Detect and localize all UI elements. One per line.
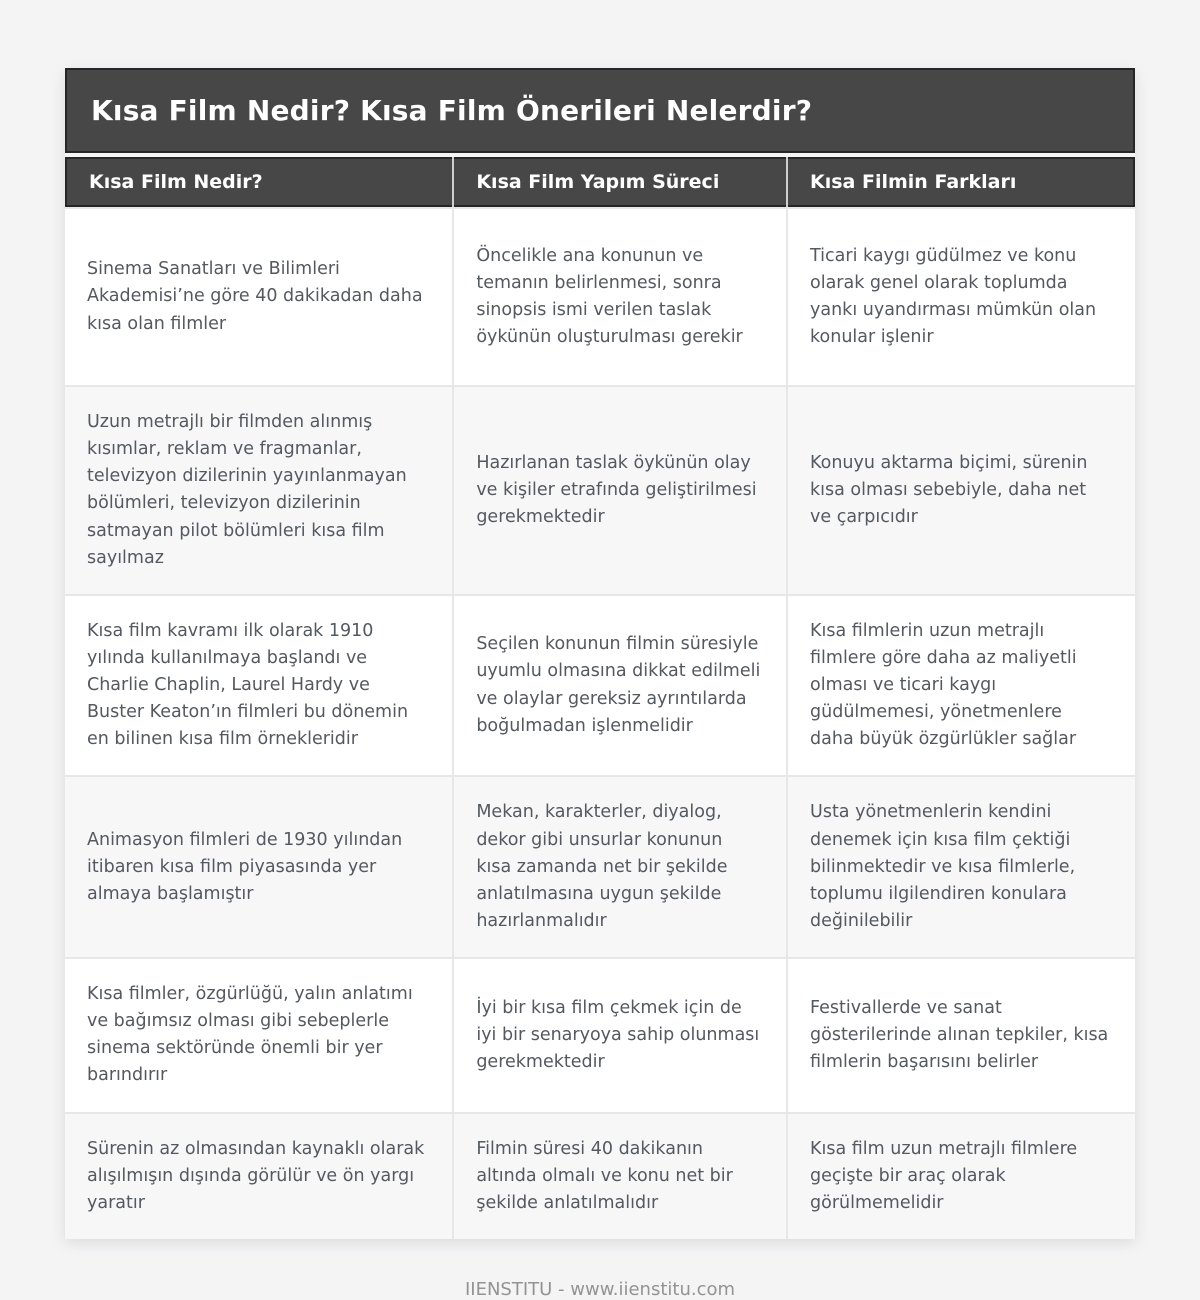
table-cell: Animasyon filmleri de 1930 yılından itibaren kısa film piyasasında yer almaya başlamıştır <box>65 777 452 957</box>
table-cell: Sinema Sanatları ve Bilimleri Akademisi’ne göre 40 dakikadan daha kısa olan filmler <box>65 209 452 385</box>
table-cell: Filmin süresi 40 dakikanın altında olmalı ve konu net bir şekilde anlatılmalıdır <box>454 1114 786 1239</box>
column-header: Kısa Film Yapım Süreci <box>454 157 786 207</box>
table-row <box>65 959 1135 1112</box>
table-row <box>65 387 1135 594</box>
table-cell: Hazırlanan taslak öykünün olay ve kişiler etrafında geliştirilmesi gerekmektedir <box>454 387 786 594</box>
table-row <box>65 209 1135 385</box>
footer-credit: IIENSTITU - www.iienstitu.com <box>464 1278 736 1300</box>
table-row <box>65 1114 1135 1239</box>
table-cell: Öncelikle ana konunun ve temanın belirlenmesi, sonra sinopsis ismi verilen taslak öykünün oluşturulması gerekir <box>454 209 786 385</box>
table-row <box>65 777 1135 957</box>
table-cell: Festivallerde ve sanat gösterilerinde alınan tepkiler, kısa filmlerin başarısını belirler <box>788 959 1135 1112</box>
table-cell: Kısa filmler, özgürlüğü, yalın anlatımı ve bağımsız olması gibi sebeplerle sinema sektöründe önemli bir yer barındırır <box>65 959 452 1112</box>
table-body <box>65 207 1135 1239</box>
column-header: Kısa Filmin Farkları <box>788 157 1135 207</box>
column-header: Kısa Film Nedir? <box>65 157 452 207</box>
title-bar <box>65 68 1135 153</box>
table-cell: Sürenin az olmasından kaynaklı olarak alışılmışın dışında görülür ve ön yargı yaratır <box>65 1114 452 1239</box>
table-cell: Ticari kaygı güdülmez ve konu olarak genel olarak toplumda yankı uyandırması mümkün olan konular işlenir <box>788 209 1135 385</box>
table-cell: Mekan, karakterler, diyalog, dekor gibi unsurlar konunun kısa zamanda net bir şekilde anlatılmasına uygun şekilde hazırlanmalıdır <box>454 777 786 957</box>
table-cell: Konuyu aktarma biçimi, sürenin kısa olması sebebiyle, daha net ve çarpıcıdır <box>788 387 1135 594</box>
table-cell: İyi bir kısa film çekmek için de iyi bir senaryoya sahip olunması gerekmektedir <box>454 959 786 1112</box>
table-cell: Seçilen konunun filmin süresiyle uyumlu olmasına dikkat edilmeli ve olaylar gereksiz ayrıntılarda boğulmadan işlenmelidir <box>454 596 786 776</box>
table-cell: Kısa film kavramı ilk olarak 1910 yılında kullanılmaya başlandı ve Charlie Chaplin, Laurel Hardy ve Buster Keaton’ın filmleri bu dönemin en bilinen kısa film örnekleridir <box>65 596 452 776</box>
infographic-card <box>65 0 1135 1300</box>
table-row <box>65 596 1135 776</box>
table-cell: Usta yönetmenlerin kendini denemek için kısa film çektiği bilinmektedir ve kısa filmlerle, toplumu ilgilendiren konulara değinilebilir <box>788 777 1135 957</box>
table-cell: Kısa film uzun metrajlı filmlere geçişte bir araç olarak görülmemelidir <box>788 1114 1135 1239</box>
table-cell: Kısa filmlerin uzun metrajlı filmlere göre daha az maliyetli olması ve ticari kaygı güdülmemesi, yönetmenlere daha büyük özgürlükler sağlar <box>788 596 1135 776</box>
table-header-row <box>65 157 1135 207</box>
table-cell: Uzun metrajlı bir filmden alınmış kısımlar, reklam ve fragmanlar, televizyon dizilerinin yayınlanmayan bölümleri, televizyon dizilerinin satmayan pilot bölümleri kısa film sayılmaz <box>65 387 452 594</box>
page-title: Kısa Film Nedir? Kısa Film Önerileri Nelerdir? <box>91 94 813 127</box>
